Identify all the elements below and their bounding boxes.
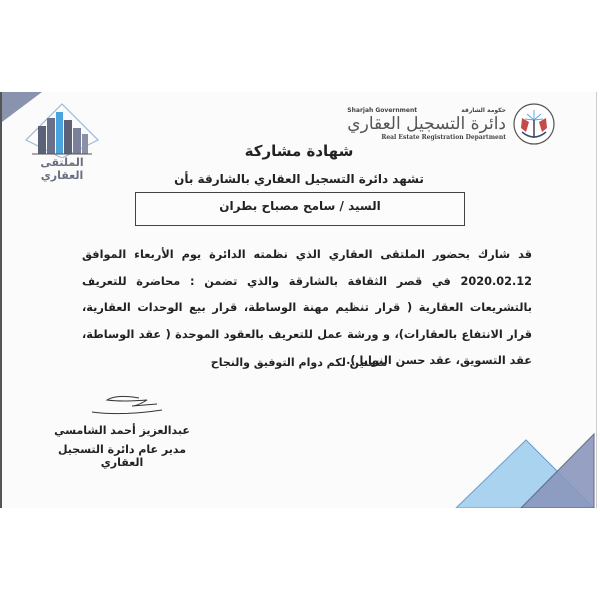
- department-logo: [347, 102, 556, 146]
- signer-title: مدير عام دائرة التسجيل العقاري: [57, 443, 187, 469]
- certificate-body: قد شارك بحضور الملتقى العقاري الذي نظمته الدائرة يوم الأربعاء الموافق 2020.02.12 في قصر الثقافة بالشارقة والذي تضمن : محاضرة للتعريف بالتشريعات العقارية ( قرار تنظيم مهنة الوساطة، قرار بيع الوحدات العقارية، قرار الانتفاع بالعقارات)، و ورشة عمل للتعريف بالعقود الموحدة ( عقد الوساطة، عقد التسويق، عقد حسن النوايا ).: [82, 248, 532, 367]
- certificate-subtitle: تشهد دائرة التسجيل العقاري بالشارقة بأن: [174, 172, 424, 186]
- closing-wishes: متمنين لكم دوام التوفيق والنجاح: [210, 356, 388, 369]
- sharjah-emblem-icon: [512, 102, 556, 146]
- gov-en-label: Sharjah Government: [347, 107, 418, 114]
- corner-triangles-decoration: [406, 388, 596, 508]
- forum-logo-text: الملتقى العقاري: [40, 156, 84, 182]
- signature-icon: [77, 392, 167, 418]
- certificate-title: شهادة مشاركة: [244, 142, 354, 160]
- recipient-name-box: السيد / سامح مصباح بطران: [135, 192, 465, 226]
- signer-name: عبدالعزيز أحمد الشامسي: [54, 424, 190, 437]
- gov-ar-label: حكومة الشارقة: [461, 107, 506, 114]
- department-name-ar: دائرة التسجيل العقاري: [347, 114, 506, 134]
- certificate-page: [0, 92, 597, 508]
- signature-block: [42, 392, 202, 469]
- department-name-en: Real Estate Registration Department: [381, 134, 506, 141]
